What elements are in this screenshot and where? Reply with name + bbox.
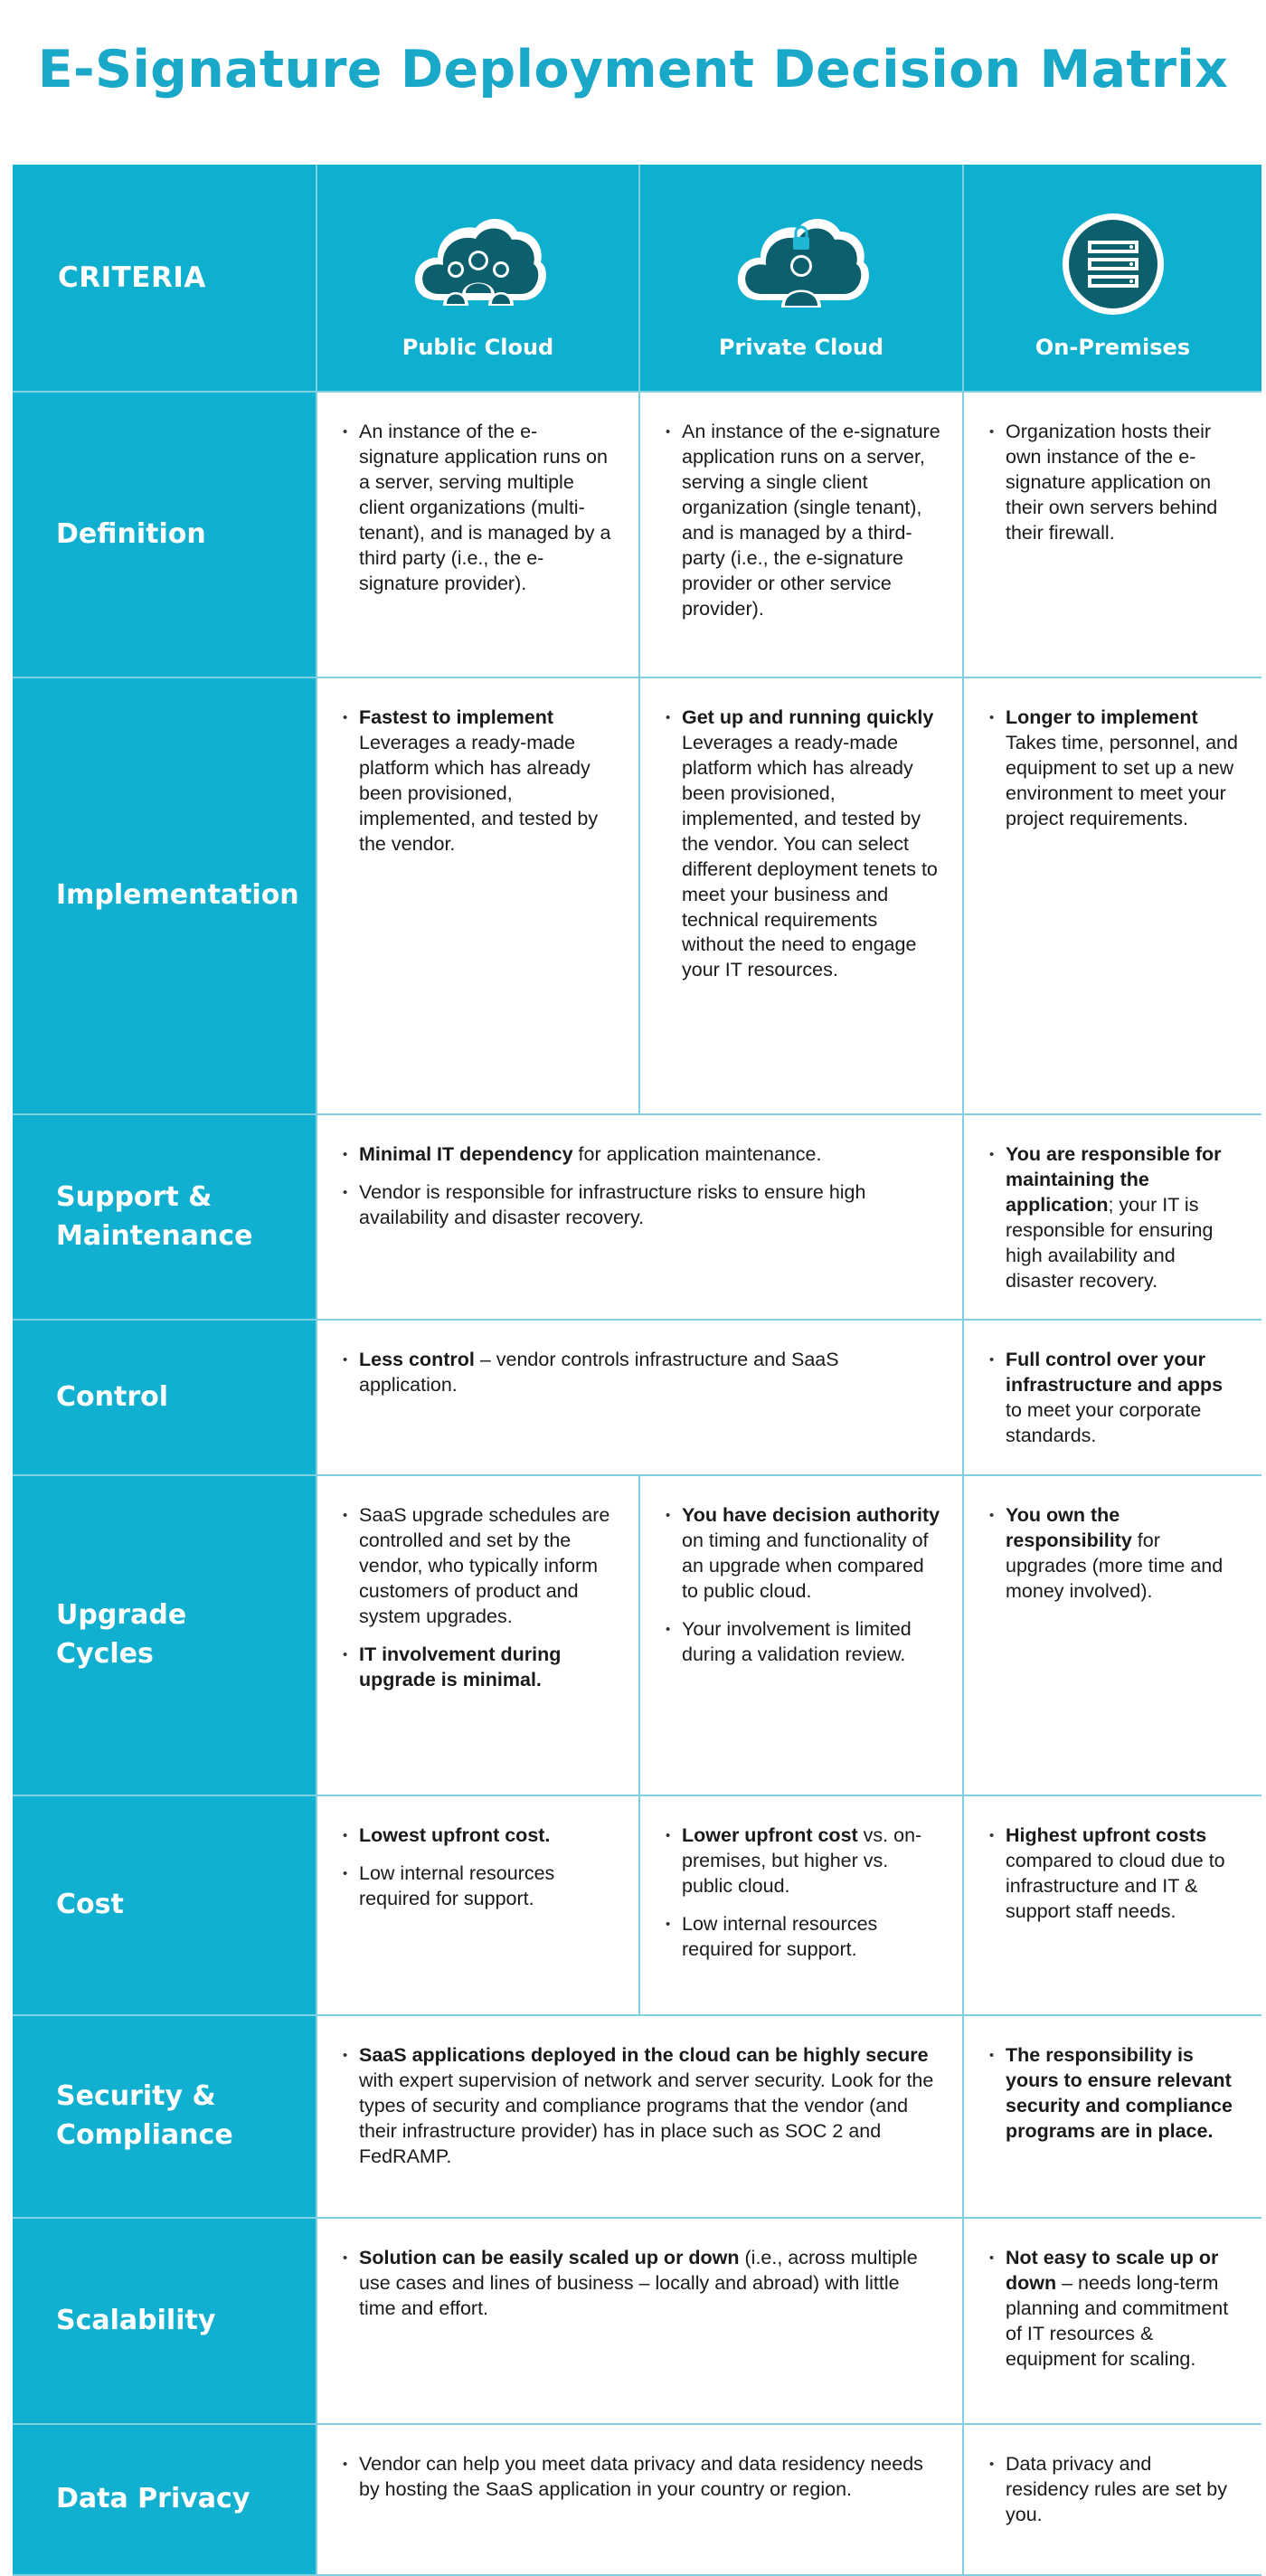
list-item: • An instance of the e-signature application runs on a server, serving multiple client organizations (multi-tenant), and is managed by a third party (i.e., the e-signature provider).	[343, 420, 617, 597]
list-item: • You own the responsibility for upgrades (more time and money involved).	[989, 1503, 1240, 1605]
support-on-premises-cell	[964, 1115, 1261, 1319]
on-premises-header	[964, 165, 1261, 391]
upgrade-on-premises-cell	[964, 1476, 1261, 1795]
list-item: • Vendor is responsible for infrastructure risks to ensure high availability and disaster recovery.	[343, 1180, 940, 1231]
list-item: • Not easy to scale up or down – needs long-term planning and commitment of IT resources & equipment for scaling.	[989, 2246, 1240, 2372]
private-cloud-header	[640, 165, 962, 391]
list-item: • Fastest to implement Leverages a ready-made platform which has already been provisioned, implemented, and tested by the vendor.	[343, 706, 617, 857]
cloud-lock-person-icon	[733, 210, 869, 318]
decision-matrix-table	[13, 165, 1261, 2576]
implementation-on-premises-cell	[964, 678, 1261, 1113]
upgrade-public-cloud-cell	[317, 1476, 638, 1795]
list-item: • Highest upfront costs compared to cloud due to infrastructure and IT & support staff needs.	[989, 1823, 1240, 1925]
row-label-definition: Definition	[13, 393, 316, 677]
public-cloud-header	[317, 165, 638, 391]
list-item: • You have decision authority on timing and functionality of an upgrade when compared to public cloud.	[666, 1503, 940, 1605]
security-on-premises-cell	[964, 2016, 1261, 2217]
row-label-scalability: Scalability	[13, 2219, 316, 2423]
list-item: • Low internal resources required for support.	[666, 1912, 940, 1963]
row-label-cost: Cost	[13, 1796, 316, 2014]
list-item: • Data privacy and residency rules are set by you.	[989, 2452, 1240, 2528]
cost-public-cloud-cell	[317, 1796, 638, 2014]
control-cloud-cell	[317, 1321, 962, 1474]
on-premises-header-label: On-Premises	[1035, 335, 1191, 360]
page-title: E-Signature Deployment Decision Matrix	[37, 40, 1229, 99]
cost-private-cloud-cell	[640, 1796, 962, 2014]
privacy-on-premises-cell	[964, 2425, 1261, 2574]
list-item: • Low internal resources required for support.	[343, 1861, 617, 1912]
cost-on-premises-cell	[964, 1796, 1261, 2014]
scalability-cloud-cell	[317, 2219, 962, 2423]
definition-public-cloud-cell	[317, 393, 638, 677]
list-item: • IT involvement during upgrade is minimal.	[343, 1643, 617, 1693]
support-cloud-cell	[317, 1115, 962, 1319]
list-item: • SaaS upgrade schedules are controlled and set by the vendor, who typically inform customers of product and system upgrades.	[343, 1503, 617, 1630]
server-stack-icon	[1059, 210, 1167, 318]
row-label-control: Control	[13, 1321, 316, 1474]
privacy-cloud-cell	[317, 2425, 962, 2574]
public-cloud-header-label: Public Cloud	[402, 335, 554, 360]
row-label-upgrade-cycles: Upgrade Cycles	[13, 1476, 316, 1795]
criteria-header	[13, 165, 316, 391]
scalability-on-premises-cell	[964, 2219, 1261, 2423]
upgrade-private-cloud-cell	[640, 1476, 962, 1795]
list-item: • SaaS applications deployed in the cloud can be highly secure with expert supervision of network and server security. Look for the types of security and compliance programs that the vendor (and their infrastructure provider) has in place such as SOC 2 and FedRAMP.	[343, 2043, 940, 2170]
row-label-data-privacy: Data Privacy	[13, 2425, 316, 2574]
list-item: • Vendor can help you meet data privacy and data residency needs by hosting the SaaS application in your country or region.	[343, 2452, 940, 2503]
list-item: • The responsibility is yours to ensure relevant security and compliance programs are in place.	[989, 2043, 1240, 2145]
list-item: • Get up and running quickly Leverages a ready-made platform which has already been provisioned, implemented, and tested by the vendor. You can select different deployment tenets to meet your business and technical requirements without the need to engage your IT resources.	[666, 706, 940, 983]
definition-on-premises-cell	[964, 393, 1261, 677]
implementation-public-cloud-cell	[317, 678, 638, 1113]
row-label-support-maintenance: Support & Maintenance	[13, 1115, 316, 1319]
list-item: • An instance of the e-signature application runs on a server, serving a single client organization (single tenant), and is managed by a third-party (i.e., the e-signature provider or other service provider).	[666, 420, 940, 622]
definition-private-cloud-cell	[640, 393, 962, 677]
list-item: • Lower upfront cost vs. on-premises, but higher vs. public cloud.	[666, 1823, 940, 1899]
row-label-implementation: Implementation	[13, 678, 316, 1113]
security-cloud-cell	[317, 2016, 962, 2217]
list-item: • Minimal IT dependency for application maintenance.	[343, 1142, 940, 1168]
list-item: • Organization hosts their own instance of the e-signature application on their own servers behind their firewall.	[989, 420, 1240, 546]
row-label-security-compliance: Security & Compliance	[13, 2016, 316, 2217]
list-item: • Solution can be easily scaled up or down (i.e., across multiple use cases and lines of business – locally and abroad) with little time and effort.	[343, 2246, 940, 2322]
list-item: • Less control – vendor controls infrastructure and SaaS application.	[343, 1348, 940, 1398]
private-cloud-header-label: Private Cloud	[718, 335, 884, 360]
cloud-people-icon	[411, 210, 546, 318]
list-item: • Lowest upfront cost.	[343, 1823, 617, 1849]
list-item: • Full control over your infrastructure and apps to meet your corporate standards.	[989, 1348, 1240, 1449]
criteria-header-label: CRITERIA	[58, 261, 206, 294]
implementation-private-cloud-cell	[640, 678, 962, 1113]
list-item: • You are responsible for maintaining the application; your IT is responsible for ensuring high availability and disaster recovery.	[989, 1142, 1240, 1294]
control-on-premises-cell	[964, 1321, 1261, 1474]
list-item: • Your involvement is limited during a validation review.	[666, 1617, 940, 1668]
list-item: • Longer to implement Takes time, personnel, and equipment to set up a new environment to meet your project requirements.	[989, 706, 1240, 832]
